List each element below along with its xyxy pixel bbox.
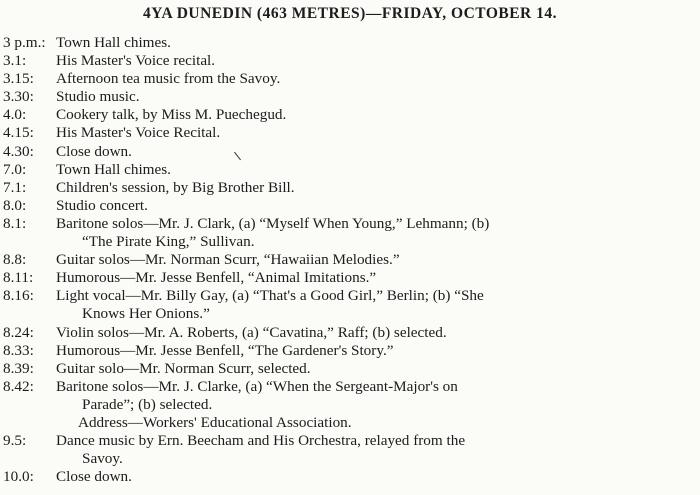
entry-description: Town Hall chimes. (56, 34, 171, 51)
entry-description: Dance music by Ern. Beecham and His Orchestra, relayed from the (56, 432, 466, 450)
entry-description: Cookery talk, by Miss M. Puechegud. (56, 106, 287, 124)
entry-description: Afternoon tea music from the Savoy. (56, 70, 281, 88)
entry-time: 4.0: (3, 106, 27, 124)
programme-entry (0, 143, 700, 161)
entry-time: 7.0: (3, 160, 27, 178)
programme-entry (0, 251, 700, 269)
programme-entry (0, 342, 700, 360)
entry-time: 4.30: (3, 142, 34, 160)
programme-entry (0, 197, 700, 215)
entry-description: Address—Workers' Educational Association. (78, 413, 352, 431)
entry-time: 3.30: (3, 88, 34, 106)
entry-time: 8.39: (3, 359, 34, 377)
entry-description: Humorous—Mr. Jesse Benfell, “Animal Imitations.” (56, 269, 377, 287)
programme-entry (0, 360, 700, 378)
programme-entry (0, 414, 700, 432)
programme-list (0, 34, 700, 486)
programme-entry (0, 52, 700, 70)
entry-description: Guitar solo—Mr. Norman Scurr, selected. (56, 359, 311, 377)
entry-time: 9.5: (3, 432, 27, 450)
entry-time: 7.1: (3, 178, 27, 196)
entry-continuation: Savoy. (82, 450, 123, 468)
entry-description: Town Hall chimes. (56, 160, 171, 178)
programme-entry (0, 287, 700, 323)
programme-entry (0, 432, 700, 468)
programme-entry (0, 269, 700, 287)
entry-description: Baritone solos—Mr. J. Clarke, (a) “When the Sergeant-Major's on (56, 377, 458, 395)
programme-entry (0, 378, 700, 414)
entry-continuation: Parade”; (b) selected. (82, 395, 213, 413)
programme-entry (0, 215, 700, 251)
entry-time: 4.15: (3, 124, 34, 142)
entry-time: 8.42: (3, 377, 34, 395)
entry-description: Guitar solos—Mr. Norman Scurr, “Hawaiian Melodies.” (56, 251, 400, 269)
entry-description: Baritone solos—Mr. J. Clark, (a) “Myself When Young,” Lehmann; (b) (56, 214, 490, 232)
entry-time: 8.1: (3, 214, 27, 232)
entry-time: 3.1: (3, 52, 27, 70)
entry-description: Violin solos—Mr. A. Roberts, (a) “Cavatina,” Raff; (b) selected. (56, 323, 447, 341)
entry-time: 3 p.m.: (3, 34, 46, 51)
entry-description: Light vocal—Mr. Billy Gay, (a) “That's a Good Girl,” Berlin; (b) “She (56, 287, 484, 305)
entry-description: His Master's Voice recital. (56, 52, 216, 70)
entry-description: Close down. (56, 468, 132, 486)
entry-time: 3.15: (3, 70, 34, 88)
programme-entry (0, 88, 700, 106)
entry-time: 10.0: (3, 468, 34, 486)
entry-continuation: “The Pirate King,” Sullivan. (82, 233, 255, 251)
entry-time: 8.33: (3, 341, 34, 359)
entry-description: Studio concert. (56, 196, 148, 214)
entry-time: 8.11: (3, 269, 34, 287)
programme-heading: 4YA DUNEDIN (463 METRES)—FRIDAY, OCTOBER 14. (142, 5, 558, 22)
entry-description: Close down. (56, 142, 132, 160)
programme-entry (0, 161, 700, 179)
entry-time: 8.24: (3, 323, 34, 341)
entry-time: 8.0: (3, 196, 27, 214)
entry-description: Children's session, by Big Brother Bill. (56, 178, 295, 196)
programme-entry (0, 106, 700, 124)
entry-description: Studio music. (56, 88, 140, 106)
entry-description: His Master's Voice Recital. (56, 124, 221, 142)
programme-entry (0, 468, 700, 486)
programme-entry (0, 179, 700, 197)
programme-entry (0, 70, 700, 88)
programme-entry (0, 324, 700, 342)
entry-time: 8.16: (3, 287, 34, 305)
entry-continuation: Knows Her Onions.” (82, 305, 210, 323)
entry-time: 8.8: (3, 251, 27, 269)
programme-entry (0, 124, 700, 142)
programme-entry (0, 34, 700, 52)
entry-description: Humorous—Mr. Jesse Benfell, “The Gardener's Story.” (56, 341, 394, 359)
